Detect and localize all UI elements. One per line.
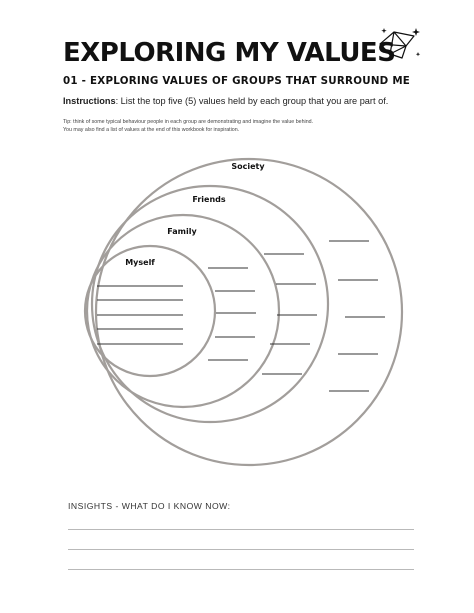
page-title: EXPLORING MY VALUES: [63, 38, 396, 68]
family-label: Family: [167, 227, 197, 236]
instructions-lead: Instructions: [63, 96, 116, 106]
insight-writing-line[interactable]: [68, 549, 414, 550]
friends-circle: [92, 186, 328, 422]
tip-line: Tip: think of some typical behaviour people in each group are demonstrating and imagine the value behind.: [63, 119, 314, 125]
insights-heading: INSIGHTS - WHAT DO I KNOW NOW:: [68, 501, 231, 511]
society-label: Society: [231, 162, 265, 171]
instructions-text: : List the top five (5) values held by each group that you are part of.: [115, 96, 389, 106]
insight-writing-line[interactable]: [68, 569, 414, 570]
insight-writing-line[interactable]: [68, 529, 414, 530]
friends-label: Friends: [192, 195, 226, 204]
tip-line: You may also find a list of values at the end of this workbook for inspiration.: [63, 126, 240, 133]
section-heading: 01 - EXPLORING VALUES OF GROUPS THAT SURROUND ME: [63, 75, 411, 87]
family-circle: [87, 215, 279, 407]
society-circle: [96, 159, 402, 465]
myself-label: Myself: [125, 258, 155, 267]
